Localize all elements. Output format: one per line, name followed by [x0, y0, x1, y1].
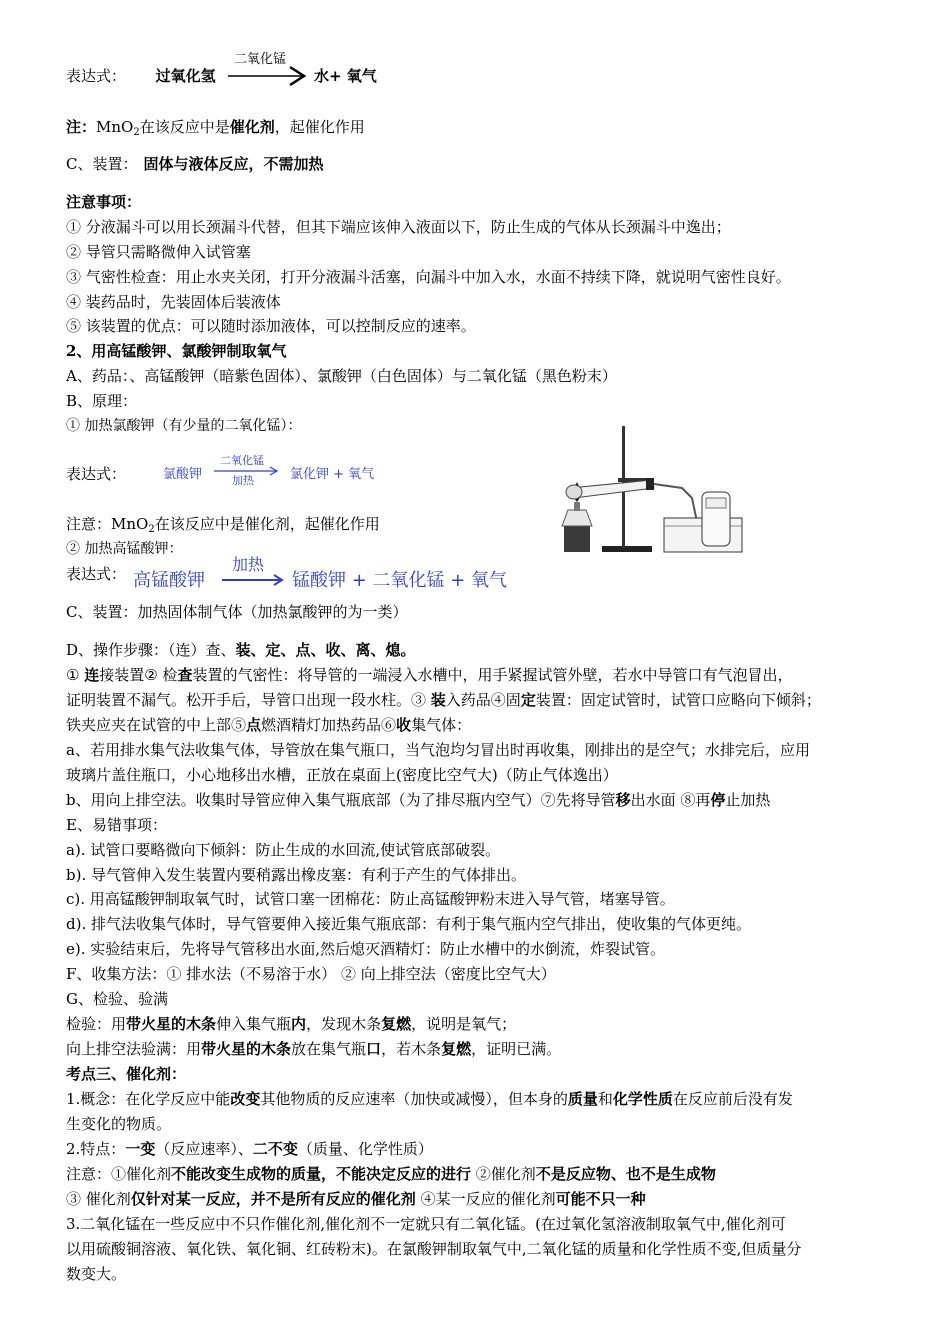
cat-text: ③ 催化剂 — [66, 1190, 131, 1208]
formula-subscript: 2 — [133, 127, 140, 138]
note-mno2-catalyst — [66, 117, 365, 137]
note-text: 在该反应中是 — [139, 118, 230, 136]
mno-formula: MnO — [96, 118, 134, 136]
test-key: 内 — [291, 1015, 307, 1033]
test-key: 口 — [366, 1040, 382, 1058]
apparatus-solid-liquid — [66, 154, 324, 174]
kclo3-heading: ① 加热氯酸钾（有少量的二氧化锰）： — [66, 418, 302, 434]
catalyst-note-2 — [66, 1189, 646, 1209]
catalyst-label: 二氧化锰 — [234, 52, 287, 67]
product-text: 水+ 氧气 — [314, 67, 377, 85]
kmno4-heading: ② 加热高锰酸钾： — [66, 541, 183, 557]
catalyst-mno2-line-1: 3.二氧化锰在一些反应中不只作催化剂,催化剂不一定就只有二氧化锰。(在过氧化氢溶液制取氧气中,催化剂可 — [66, 1215, 786, 1233]
step-text: 铁夹应夹在试管的中上部⑤ — [66, 716, 247, 734]
step-key: 定 — [520, 691, 536, 709]
precaution-item: ① 分液漏斗可以用长颈漏斗代替，但其下端应该伸入液面以下，防止生成的气体从长颈漏斗中逸出； — [66, 218, 731, 236]
error-item: b). 导气管伸入发生装置内要稍露出橡皮塞：有利于产生的气体排出。 — [66, 866, 526, 884]
step-text: 燃酒精灯加热药品⑥ — [261, 716, 397, 734]
reactant-kclo3: 氯酸钾 — [163, 467, 203, 482]
step-num: ① — [66, 666, 85, 684]
note-prefix: 注： — [66, 118, 97, 136]
reactant-h2o2: 过氧化氢 — [155, 67, 216, 85]
catalyst-mno2-line-3: 数变大。 — [66, 1265, 127, 1283]
apparatus-prefix: C、装置： — [66, 155, 138, 173]
test-text: ，说明是氧气； — [411, 1015, 517, 1033]
product-h2o2 — [314, 66, 377, 86]
test-text: 向上排空法验满：用 — [66, 1040, 202, 1058]
expression-label-3: 表达式： — [66, 565, 127, 583]
cat-key: 化学性质 — [612, 1090, 673, 1108]
catalyst-concept-cont: 生变化的物质。 — [66, 1115, 172, 1133]
catalyst-bottom: 加热 — [232, 474, 254, 487]
reactant-kmno4: 高锰酸钾 — [133, 570, 205, 591]
step-text: 接装置 — [99, 666, 145, 684]
precaution-item: ② 导管只需略微伸入试管塞 — [66, 243, 251, 261]
steps-a-line-2: 玻璃片盖住瓶口，小心地移出水槽，正放在桌面上(密度比空气大)（防止气体逸出） — [66, 766, 618, 784]
product-kmno4: 锰酸钾 + 二氧化锰 + 氧气 — [292, 570, 508, 591]
drugs-line: A、药品：、高锰酸钾（暗紫色固体）、氯酸钾（白色固体）与二氧化锰（黑色粉末） — [66, 367, 617, 385]
equation-h2o2 — [66, 66, 216, 86]
cat-text: 注意：①催化剂 — [66, 1165, 172, 1183]
section-2-title-text: 2、用高锰酸钾、氯酸钾制取氧气 — [66, 342, 287, 360]
cat-key: 不是反应物、也不是生成物 — [535, 1165, 716, 1183]
step-key: 停 — [710, 791, 726, 809]
reaction-arrow-3 — [220, 556, 284, 592]
precautions-title — [66, 192, 141, 212]
test-text: ，发现木条 — [306, 1015, 382, 1033]
test-line-1 — [66, 1014, 516, 1034]
steps-title — [66, 640, 416, 660]
cat-text: 2.特点： — [66, 1140, 126, 1158]
catalyst-features — [66, 1139, 433, 1159]
cat-key: 一变 — [125, 1140, 156, 1158]
apparatus-heating: C、装置：加热固体制气体（加热氯酸钾的为一类） — [66, 603, 408, 621]
note2-prefix: 注意： — [66, 515, 112, 533]
precautions-title-text: 注意事项： — [66, 193, 142, 211]
step-text: 装置：固定试管时，试管口应略向下倾斜； — [535, 691, 821, 709]
cat-text: 和 — [597, 1090, 613, 1108]
error-item: a). 试管口要略微向下倾斜：防止生成的水回流,使试管底部破裂。 — [66, 841, 501, 859]
formula-subscript-2: 2 — [148, 524, 155, 535]
catalyst-concept — [66, 1089, 793, 1109]
steps-title-a: D、操作步骤：（连）查、 — [66, 641, 236, 659]
test-line-2 — [66, 1039, 561, 1059]
step-key: 收 — [396, 716, 412, 734]
expression-label: 表达式： — [66, 67, 127, 85]
step-key: 装 — [430, 691, 446, 709]
cat-text: （反应速率）、 — [155, 1140, 253, 1158]
step-text: 装置的气密性：将导管的一端浸入水槽中，用手紧握试管外壁，若水中导管口有气泡冒出， — [192, 666, 793, 684]
test-text: ，证明已满。 — [471, 1040, 562, 1058]
cat-text: ④某一反应的催化剂 — [415, 1190, 556, 1208]
step-text: 止加热 — [725, 791, 771, 809]
condition-heat: 加热 — [232, 555, 265, 574]
reaction-arrow-2 — [212, 454, 282, 488]
note2-text: 在该反应中是催化剂，起催化作用 — [154, 515, 380, 533]
step-key: 连 — [84, 666, 100, 684]
step-text: 证明装置不漏气。松开手后，导管口出现一段水柱。③ — [66, 691, 431, 709]
precaution-item: ④ 装药品时，先装固体后装液体 — [66, 293, 281, 311]
error-item: c). 用高锰酸钾制取氧气时，试管口塞一团棉花：防止高锰酸钾粉末进入导气管，堵塞导管。 — [66, 890, 675, 908]
step-text: 集气体： — [411, 716, 472, 734]
cat-key: 不能改变生成物的质量，不能决定反应的进行 — [171, 1165, 472, 1183]
catalyst-title-text: 考点三、催化剂： — [66, 1065, 187, 1083]
test-key: 带火星的木条 — [201, 1040, 292, 1058]
step-text: b、用向上排空法。收集时导管应伸入集气瓶底部（为了排尽瓶内空气）⑦先将导管 — [66, 791, 616, 809]
expression-label-2: 表达式： — [66, 465, 127, 483]
test-text: 放在集气瓶 — [291, 1040, 367, 1058]
step-text: 入药品④固 — [445, 691, 521, 709]
precaution-item: ⑤ 该装置的优点：可以随时添加液体，可以控制反应的速率。 — [66, 317, 476, 335]
oxygen-apparatus-illustration — [556, 422, 746, 558]
step-text: 检 — [162, 666, 178, 684]
error-item: d). 排气法收集气体时，导气管要伸入接近集气瓶底部：有利于集气瓶内空气排出，使收集的气体更纯。 — [66, 915, 751, 933]
test-key: 带火星的木条 — [126, 1015, 217, 1033]
catalyst-note-1 — [66, 1164, 716, 1184]
note-mno2-2 — [66, 514, 380, 534]
note-bold: 催化剂 — [229, 118, 275, 136]
precaution-item: ③ 气密性检查：用止水夹关闭，打开分液漏斗活塞，向漏斗中加入水，水面不持续下降，就说明气密性良好。 — [66, 268, 791, 286]
step-key: 点 — [246, 716, 262, 734]
step-num: ② — [144, 666, 163, 684]
error-item: e). 实验结束后，先将导气管移出水面,然后熄灭酒精灯：防止水槽中的水倒流，炸裂试管。 — [66, 940, 666, 958]
product-kclo3: 氯化钾 + 氧气 — [290, 467, 375, 482]
cat-key: 质量 — [567, 1090, 598, 1108]
cat-key: 仅针对某一反应，并不是所有反应的催化剂 — [130, 1190, 416, 1208]
steps-line-2 — [66, 690, 821, 710]
cat-key: 二不变 — [252, 1140, 298, 1158]
catalyst-top: 二氧化锰 — [220, 454, 264, 467]
note-text-end: ，起催化作用 — [274, 118, 365, 136]
errors-title: E、易错事项： — [66, 816, 167, 834]
steps-b-line — [66, 790, 770, 810]
test-text: 伸入集气瓶 — [216, 1015, 292, 1033]
cat-key: 可能不只一种 — [555, 1190, 646, 1208]
cat-text: 1.概念：在化学反应中能 — [66, 1090, 231, 1108]
steps-line-1 — [66, 665, 793, 685]
step-text: 出水面 ⑧再 — [630, 791, 711, 809]
apparatus-bold: 固体与液体反应，不需加热 — [143, 155, 324, 173]
reaction-arrow-1 — [228, 52, 310, 86]
arrow-right-icon — [220, 556, 284, 592]
section-2-title — [66, 341, 286, 361]
principle-line: B、原理： — [66, 392, 138, 410]
step-key: 移 — [615, 791, 631, 809]
cat-text: （质量、化学性质） — [297, 1140, 433, 1158]
cat-key: 改变 — [230, 1090, 261, 1108]
arrow-right-icon — [228, 52, 310, 86]
test-text: 检验：用 — [66, 1015, 127, 1033]
steps-line-3 — [66, 715, 471, 735]
cat-text: 在反应前后没有发 — [672, 1090, 793, 1108]
cat-text: ②催化剂 — [471, 1165, 536, 1183]
cat-text: 其他物质的反应速率（加快或减慢），但本身的 — [260, 1090, 568, 1108]
test-title: G、检验、验满 — [66, 990, 168, 1008]
test-key: 复燃 — [441, 1040, 472, 1058]
catalyst-title — [66, 1064, 186, 1084]
collect-methods: F、收集方法：① 排水法（不易溶于水） ② 向上排空法（密度比空气大） — [66, 965, 556, 983]
mno-formula-2: MnO — [111, 515, 149, 533]
steps-a-line-1: a、若用排水集气法收集气体，导管放在集气瓶口，当气泡均匀冒出时再收集，刚排出的是空气；水排完后，应用 — [66, 741, 810, 759]
test-text: ，若木条 — [381, 1040, 442, 1058]
steps-title-b: 装、定、点、收、离、熄。 — [235, 641, 416, 659]
step-key: 查 — [177, 666, 193, 684]
catalyst-mno2-line-2: 以用硫酸铜溶液、氧化铁、氧化铜、红砖粉末)。在氯酸钾制取氧气中,二氧化锰的质量和化学性质不变,但质量分 — [66, 1240, 802, 1258]
test-key: 复燃 — [381, 1015, 412, 1033]
